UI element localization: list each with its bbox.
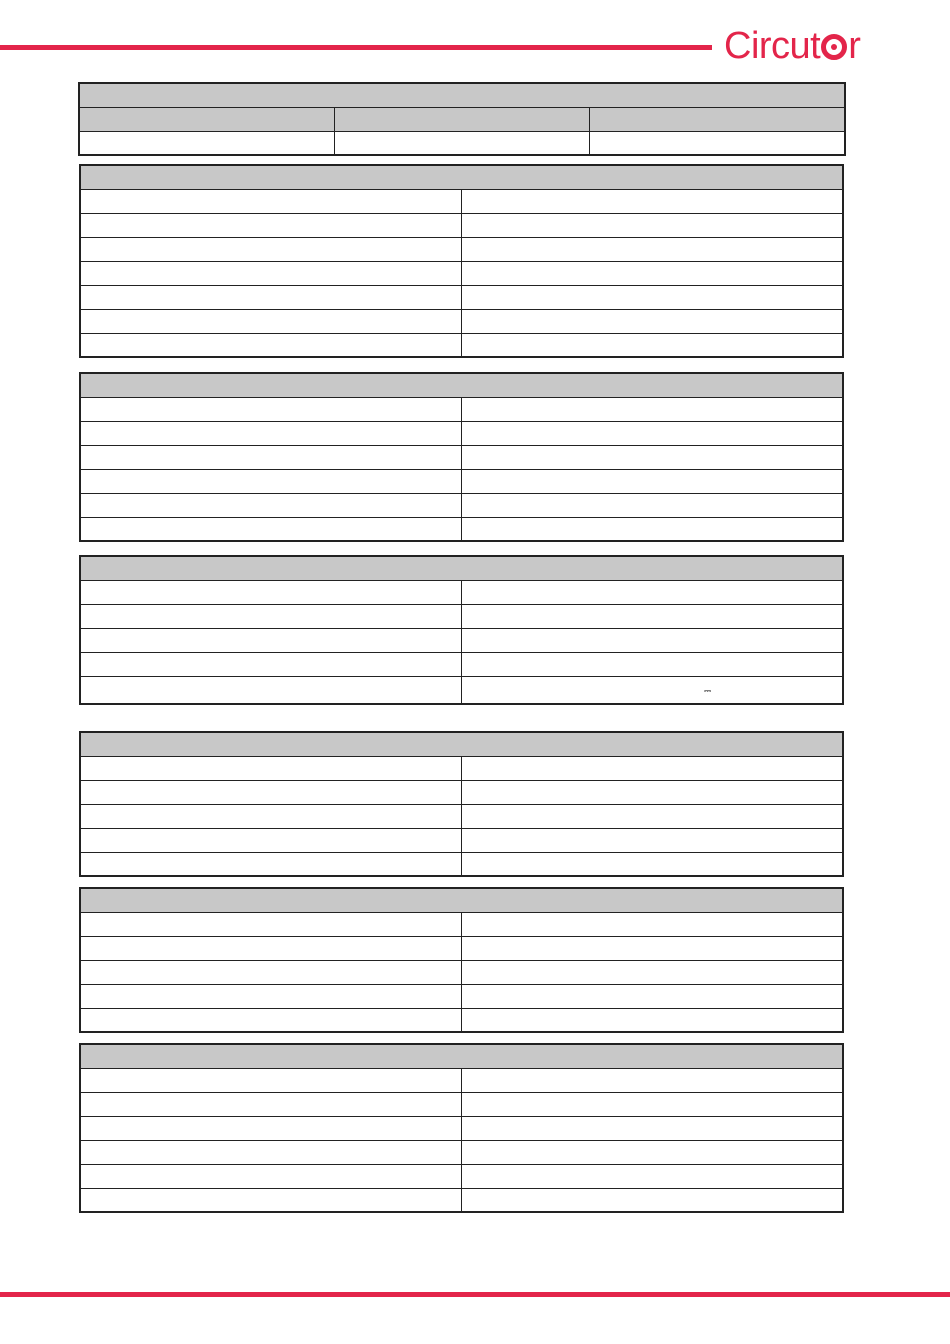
- spec-value-cell: [462, 1068, 844, 1092]
- spec-value-cell: [462, 189, 844, 213]
- section-title-cell: [80, 165, 843, 189]
- spec-label-cell: [80, 333, 462, 357]
- spec-label-cell: [80, 912, 462, 936]
- spec-value-cell: [462, 469, 844, 493]
- spec-value-cell: [462, 333, 844, 357]
- header-col-3: [590, 107, 845, 131]
- spec-label-cell: [80, 493, 462, 517]
- spec-label-cell: [80, 1164, 462, 1188]
- spec-label-cell: [80, 189, 462, 213]
- spec-label-cell: [80, 1068, 462, 1092]
- header-col-1: [79, 107, 334, 131]
- spec-label-cell: [80, 828, 462, 852]
- spec-label-cell: [80, 1140, 462, 1164]
- spec-section-4: [79, 731, 844, 877]
- spec-label-cell: [80, 285, 462, 309]
- spec-section-2: [79, 372, 844, 542]
- spec-label-cell: [80, 469, 462, 493]
- spec-value-cell: [462, 1164, 844, 1188]
- spec-value-cell: [462, 628, 844, 652]
- footer-rule: [0, 1292, 950, 1297]
- spec-value-cell: [462, 421, 844, 445]
- header-col-2: [334, 107, 589, 131]
- spec-value-cell: [462, 936, 844, 960]
- spec-label-cell: [80, 676, 462, 704]
- spec-value-cell: [462, 1140, 844, 1164]
- spec-label-cell: [80, 604, 462, 628]
- spec-value-cell: [462, 804, 844, 828]
- spec-value-cell: [462, 213, 844, 237]
- section-title-cell: [80, 556, 843, 580]
- spec-value-cell: [462, 780, 844, 804]
- spec-value-cell: [462, 517, 844, 541]
- spec-value-cell: [462, 397, 844, 421]
- spec-value-cell: [462, 756, 844, 780]
- header-value-1: [79, 131, 334, 155]
- spec-value-cell: [462, 1116, 844, 1140]
- header-table-title-cell: [79, 83, 845, 107]
- spec-label-cell: [80, 1116, 462, 1140]
- section-title-cell: [80, 373, 843, 397]
- spec-value-cell: [462, 309, 844, 333]
- spec-label-cell: [80, 652, 462, 676]
- spec-value-cell: [462, 676, 844, 704]
- spec-value-cell: [462, 237, 844, 261]
- section-title-cell: [80, 1044, 843, 1068]
- spec-label-cell: [80, 261, 462, 285]
- spec-label-cell: [80, 936, 462, 960]
- spec-label-cell: [80, 237, 462, 261]
- spec-section-5: [79, 887, 844, 1033]
- header-value-3: [590, 131, 845, 155]
- spec-label-cell: [80, 804, 462, 828]
- spec-value-cell: [462, 604, 844, 628]
- spec-value-cell: [462, 828, 844, 852]
- spec-label-cell: [80, 309, 462, 333]
- section-title-cell: [80, 732, 843, 756]
- spec-section-6: [79, 1043, 844, 1213]
- header-value-2: [334, 131, 589, 155]
- dc-symbol-icon: ⎓: [704, 685, 711, 696]
- spec-label-cell: [80, 445, 462, 469]
- spec-value-cell: [462, 1188, 844, 1212]
- spec-value-cell: [462, 1008, 844, 1032]
- spec-value-cell: [462, 1092, 844, 1116]
- spec-value-cell: [462, 852, 844, 876]
- spec-label-cell: [80, 213, 462, 237]
- spec-label-cell: [80, 780, 462, 804]
- spec-value-cell: [462, 960, 844, 984]
- spec-value-cell: [462, 493, 844, 517]
- spec-label-cell: [80, 1008, 462, 1032]
- spec-label-cell: [80, 984, 462, 1008]
- spec-value-cell: [462, 261, 844, 285]
- spec-value-cell: [462, 912, 844, 936]
- spec-section-1: [79, 164, 844, 358]
- spec-label-cell: [80, 397, 462, 421]
- logo-o-mark-icon: [821, 34, 847, 60]
- spec-label-cell: [80, 1188, 462, 1212]
- spec-value-cell: [462, 445, 844, 469]
- section-title-cell: [80, 888, 843, 912]
- spec-label-cell: [80, 756, 462, 780]
- spec-value-cell: [462, 652, 844, 676]
- header-table: [78, 82, 846, 156]
- spec-label-cell: [80, 421, 462, 445]
- circutor-logo: Circut r: [724, 25, 861, 67]
- spec-label-cell: [80, 960, 462, 984]
- spec-value-cell: [462, 580, 844, 604]
- spec-label-cell: [80, 580, 462, 604]
- header-rule: [0, 45, 712, 50]
- spec-label-cell: [80, 628, 462, 652]
- spec-label-cell: [80, 1092, 462, 1116]
- spec-label-cell: [80, 852, 462, 876]
- spec-label-cell: [80, 517, 462, 541]
- spec-value-cell: [462, 984, 844, 1008]
- spec-value-cell: [462, 285, 844, 309]
- spec-section-3: [79, 555, 844, 705]
